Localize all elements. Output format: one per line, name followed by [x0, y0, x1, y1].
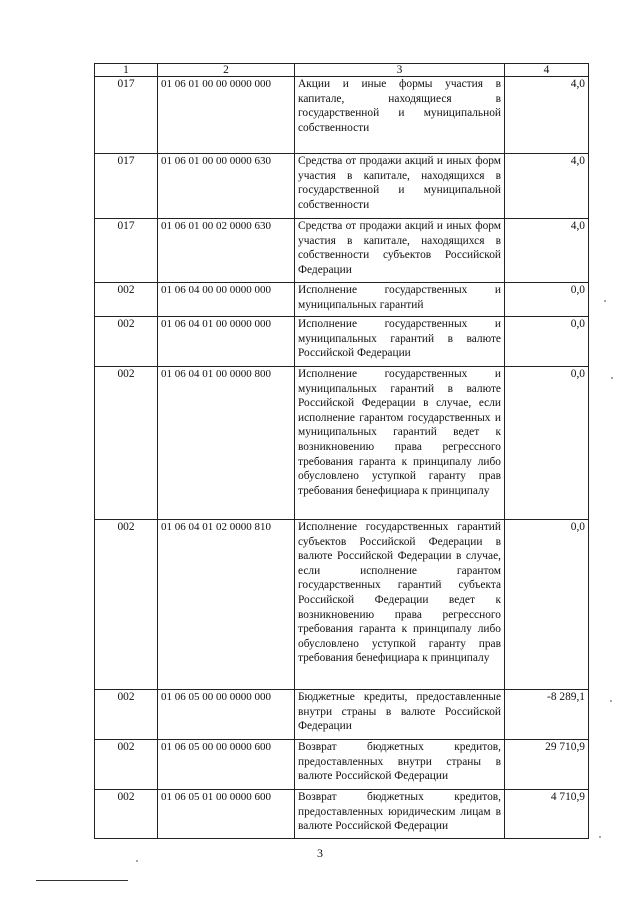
- budget-classification-code: 01 06 01 00 00 0000 000: [158, 77, 295, 154]
- source-name: Исполнение государственных и муниципальных гарантий в валюте Российской Федерации в случае, если исполнение гарантом государственных и муниципальных гарантий ведет к возникновению права регрессного требования гаранта к принципалу либо обусловлено уступкой гаранту прав требования бенефициара к принципалу: [295, 367, 505, 520]
- source-name: Бюджетные кредиты, предоставленные внутри страны в валюте Российской Федерации: [295, 690, 505, 740]
- page-number: 3: [317, 846, 323, 860]
- scan-speck: [136, 860, 138, 862]
- budget-classification-code: 01 06 04 01 00 0000 800: [158, 367, 295, 520]
- table-header-row: [95, 64, 589, 77]
- amount: 4,0: [505, 219, 589, 283]
- source-name: Исполнение государственных и муниципальных гарантий в валюте Российской Федерации: [295, 317, 505, 367]
- table-row: [95, 790, 589, 839]
- budget-classification-code: 01 06 04 01 00 0000 000: [158, 317, 295, 367]
- budget-sources-table: [94, 63, 589, 839]
- admin-code: 017: [95, 154, 158, 219]
- amount: 4 710,9: [505, 790, 589, 839]
- table-row: [95, 367, 589, 520]
- table-row: [95, 154, 589, 219]
- source-name: Средства от продажи акций и иных форм участия в капитале, находящихся в государственной и муниципальной собственности: [295, 154, 505, 219]
- budget-classification-code: 01 06 01 00 00 0000 630: [158, 154, 295, 219]
- source-name: Исполнение государственных и муниципальных гарантий: [295, 283, 505, 317]
- source-name: Исполнение государственных гарантий субъектов Российской Федерации в валюте Российской Федерации в случае, если исполнение гарантом государственных гарантий субъекта Российской Федерации ведет к возникновению права регрессного требования гаранта к принципалу либо обусловлено уступкой гаранту прав требования бенефициара к принципалу: [295, 520, 505, 690]
- budget-classification-code: 01 06 05 00 00 0000 600: [158, 740, 295, 790]
- amount: 4,0: [505, 77, 589, 154]
- scan-speck: [610, 700, 612, 702]
- table-row: [95, 77, 589, 154]
- admin-code: 002: [95, 367, 158, 520]
- admin-code: 017: [95, 77, 158, 154]
- table-row: [95, 740, 589, 790]
- column-header-3: 3: [295, 64, 505, 77]
- table-row: [95, 317, 589, 367]
- column-header-1: 1: [95, 64, 158, 77]
- table-row: [95, 520, 589, 690]
- source-name: Возврат бюджетных кредитов, предоставленных юридическим лицам в валюте Российской Федерации: [295, 790, 505, 839]
- budget-classification-code: 01 06 04 00 00 0000 000: [158, 283, 295, 317]
- amount: 29 710,9: [505, 740, 589, 790]
- amount: 0,0: [505, 317, 589, 367]
- budget-classification-code: 01 06 05 01 00 0000 600: [158, 790, 295, 839]
- admin-code: 002: [95, 317, 158, 367]
- scan-speck: [604, 300, 606, 302]
- column-header-4: 4: [505, 64, 589, 77]
- table-row: [95, 283, 589, 317]
- admin-code: 002: [95, 690, 158, 740]
- footnote-divider: [36, 880, 128, 881]
- scan-speck: [599, 836, 601, 838]
- table-row: [95, 219, 589, 283]
- source-name: Средства от продажи акций и иных форм участия в капитале, находящихся в собственности субъектов Российской Федерации: [295, 219, 505, 283]
- scan-speck: [611, 377, 613, 379]
- admin-code: 017: [95, 219, 158, 283]
- amount: 0,0: [505, 520, 589, 690]
- source-name: Возврат бюджетных кредитов, предоставленных внутри страны в валюте Российской Федерации: [295, 740, 505, 790]
- amount: 0,0: [505, 367, 589, 520]
- admin-code: 002: [95, 740, 158, 790]
- amount: 4,0: [505, 154, 589, 219]
- budget-classification-code: 01 06 05 00 00 0000 000: [158, 690, 295, 740]
- admin-code: 002: [95, 520, 158, 690]
- amount: 0,0: [505, 283, 589, 317]
- admin-code: 002: [95, 283, 158, 317]
- source-name: Акции и иные формы участия в капитале, находящиеся в государственной и муниципальной собственности: [295, 77, 505, 154]
- budget-classification-code: 01 06 01 00 02 0000 630: [158, 219, 295, 283]
- table-row: [95, 690, 589, 740]
- admin-code: 002: [95, 790, 158, 839]
- amount: -8 289,1: [505, 690, 589, 740]
- column-header-2: 2: [158, 64, 295, 77]
- budget-classification-code: 01 06 04 01 02 0000 810: [158, 520, 295, 690]
